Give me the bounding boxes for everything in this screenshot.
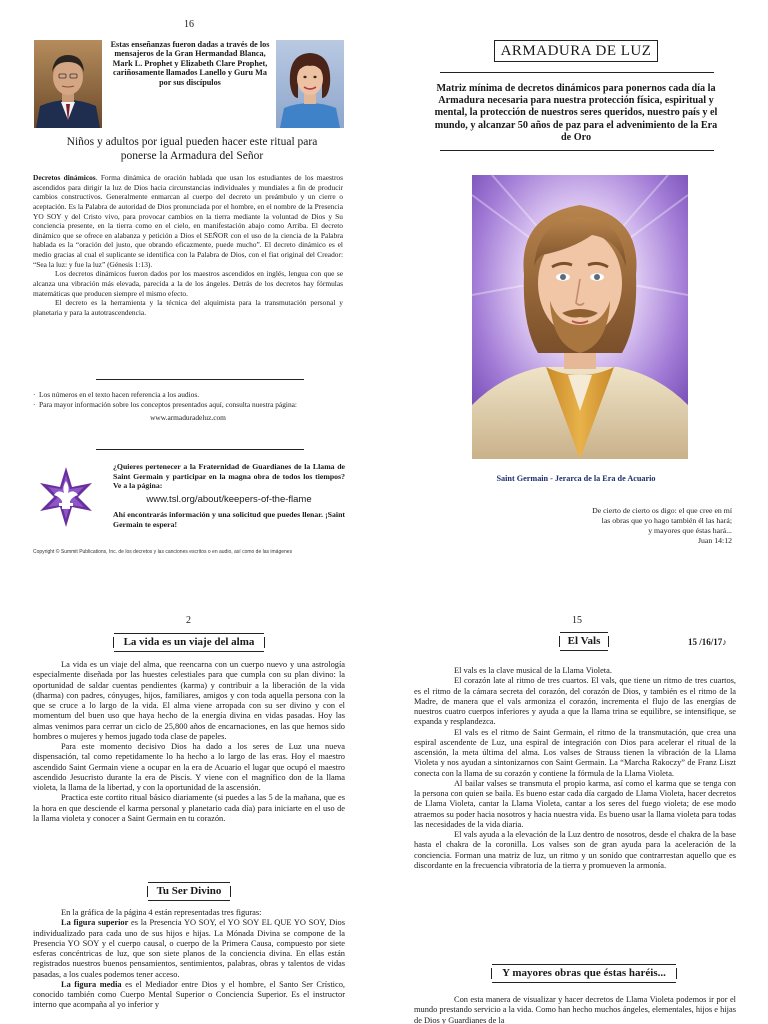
paragraph-2: El corazón late al ritmo de tres cuartos. El vals, que tiene un ritmo de tres cuartos, es el ritmo de la cámara secreta del corazón, del corazón de Dios, y también es el ritmo de la Madre, de manera que el vals armoniza el corazón, incrementa el flujo de las energías de nuestros cuatro cuerpos inferiores y ayuda a que la llama trina se equilibre, se intensifique, se expanda y resplandezca. [414,676,736,727]
heading-life-journey: La vida es un viaje del alma [114,633,264,652]
divider [440,72,714,73]
copyright: Copyright © Summit Publications, Inc. de los decretos y las canciones escritos o en audio, así como de las imágenes [33,549,293,555]
scripture-quote [534,506,732,547]
middle-figure-term: La figura media [61,979,122,989]
messengers-text: Estas enseñanzas fueron dadas a través de los mensajeros de la Gran Hermandad Blanca, Mark L. Prophet y Elizabeth Clare Prophet, cariñosamente llamados Lanello y Guru Ma por sus discípulos [110,40,270,87]
paragraph-4: Al bailar valses se transmuta el propio karma, así como el karma que se tenga con la persona con quien se baila. Es bueno estar cada día cargado de Llama Violeta, hacer decretos de Llama Violeta, cantar la Llama Violeta, cantar a los seres del fuego violeta; de ese modo atraemos su poder hacia nosotros y hacia nuestra vida. Es bueno usar la llama violeta para todas las necesidades de la vida diaria. [414,778,736,829]
page-2 [0,580,384,1024]
heading-greater-works: Y mayores obras que éstas haréis... [492,964,676,983]
mark-prophet-photo [34,40,102,128]
section-greater-works [414,995,736,1024]
quote-line-3: y mayores que éstas hará... [648,526,732,536]
paragraph-5: El vals ayuda a la elevación de la Luz dentro de nosotros, desde el chakra de la base hasta el chakra de la coronilla. Los valses son de gran ayuda para la aceleración de la conciencia. Forman una matriz de luz, un ritmo y un sonido que contrarrestan aquello que es discordante en la frecuencia vibratoria de la tierra y promueven la armonía. [414,830,736,870]
join-question: ¿Quieres pertenecer a la Fraternidad de Guardianes de la Llama de Saint Germain y participar en la magna obra de todos los tiempos? Ve a la página: [113,462,345,491]
paragraph-3: El vals es el ritmo de Saint Germain, el ritmo de la transmutación, que crea una espiral ascendente de Luz, una espiral de integración con Dios para acelerar el ritual de la ascensión, la meta última del alma. Los valses de Strauss tienen la vibración de la Llama Violeta y nos ayudan a sintonizarnos con Saint Germain. La “Marcha Rakoczy” de Franz Liszt conecta con la llama de su corazón y contiene la fórmula de la Llama Violeta. [414,727,736,778]
portrait-caption: Saint Germain - Jerarca de la Era de Acuario [496,474,656,483]
definition-text: . Forma dinámica de oración hablada que usan los estudiantes de los maestros ascendidos para dirigir la luz de Dios hacia circunstancias individuales y mundiales a fin de producir cambios constructivos. Generalmente enmarcan al cuerpo del decreto un preámbulo y un cierre o aceptación. Es la Palabra de autoridad de Dios pronunciada por el hombre, en el nombre de la Presencia YO SOY y del Cristo vivo, para provocar cambios en la tierra mediante la voluntad de Dios y Su conciencia presente, en la tierra como en el cielo, en manifestación abajo como Arriba. El decreto dinámico que se ofrece en alabanza y petición a Dios el SEÑOR con el uso de la ciencia de la Palabra hablada es la “oración del justo, que obrando eficazmente, puede mucho”. El decreto dinámico es el medio gracias al cual el suplicante se identifica con la Palabra de Dios, con el fiat original del Creador: “Sea la luz: y fue la luz” (Génesis 1:13). [33,173,343,269]
quote-line-2: las obras que yo hago también él las hará; [601,516,732,526]
note-2: · Para mayor información sobre los conceptos presentados aquí, consulta nuestra página: [33,400,343,410]
notes [33,390,343,423]
page-number: 15 [572,615,582,626]
paragraph-1: La vida es un viaje del alma, que reencarna con un cuerpo nuevo y una astrología especialmente diseñada por las huestes celestiales para que cumpla con su plan divino: la oportunidad de saldar cuentas pendientes (karma) y contribuir a la liberación de la vida (dharma) con padres, cónyuges, hijos, familiares, amigos y con toda aquella persona con la que se cruce a lo largo de la vida. El alma viene arropada con su ser divino y con el momentum del buen uso que haya hecho de la energía divina en vidas pasadas. Hoy las almas venimos para cerrar un ciclo de 25,800 años de encarnaciones, en las que hemos sido hombres o mujeres y hemos jugado toda clase de papeles. [33,660,345,741]
decrees-definition [33,173,343,317]
paragraph-3: Practica este cortito ritual básico diariamente (si puedes a las 5 de la mañana, que es la hora en que desciende el karma personal y planetario cada día) para iniciarte en el uso de la llama violeta y conocer a Saint Germain en tu corazón. [33,793,345,823]
definition-term: Decretos dinámicos [33,173,96,182]
paragraph-2: Los decretos dinámicos fueron dados por los maestros ascendidos en inglés, lengua con que se alcanza una vibración más elevada, parecida a la de los ángeles. Detrás de los decretos hay fórmulas matemáticas que producen siempre el mismo efecto. [33,269,343,298]
section-waltz [414,666,736,871]
page-15 [384,580,768,1024]
paragraph-6: es el Mediador entre Dios y el hombre, el Santo Ser Crístico, conocido también como Cuerpo Mental Superior o Conciencia Superior. Es el instructor interno que acompaña al yo inferior y [33,979,345,1010]
section-life-journey [33,660,345,824]
heading-waltz: El Vals [560,632,608,651]
page-16 [0,0,384,580]
join-keepers [113,462,345,530]
audio-reference: 15 /16/17♪ [688,637,727,647]
divider [440,150,714,151]
paragraph-5: es la Presencia YO SOY, el YO SOY EL QUE YO SOY, Dios individualizado para cada uno de sus hijos e hijas. La Mónada Divina se compone de la Presencia YO SOY y el cuerpo causal, o cuerpo de la Primera Causa, compuesto por siete esferas concéntricas de luz, que son siete planos de la conciencia divina. En ellas están registrados nuestros buenos pensamientos, sentimientos, palabras, obras y talentos de vidas pasadas, a los cuales podemos tener acceso. [33,918,345,979]
heading-divine-self: Tu Ser Divino [148,882,230,901]
divider [96,449,304,450]
section-divine-self [33,908,345,1011]
paragraph-6: Con esta manera de visualizar y hacer decretos de Llama Violeta podemos ir por el mundo prestando servicio a la vida. Como han hecho muchos ángeles, elementales, hijos e hijas de Dios y Guardianes de la [414,995,736,1024]
note-1: · Los números en el texto hacen referencia a los audios. [33,390,343,400]
saint-germain-portrait [472,175,688,459]
cover-subtitle: Matriz mínima de decretos dinámicos para ponernos cada día la Armadura necesaria para nuestra protección física, espiritual y mental, la protección de nuestros seres queridos, nuestro país y el mundo, y alcanzar 50 años de paz para el advenimiento de la Era de Oro [434,83,718,143]
paragraph-3: El decreto es la herramienta y la técnica del alquimista para la transmutación personal y planetaria y para la autotrascendencia. [33,298,343,317]
children-title: Niños y adultos por igual pueden hacer este ritual para ponerse la Armadura del Señor [66,136,318,162]
paragraph-1: El vals es la clave musical de la Llama Violeta. [454,666,612,675]
cover-title: ARMADURA DE LUZ [494,40,658,62]
website-link[interactable]: www.armaduradeluz.com [150,413,226,423]
divider [96,379,304,380]
quote-line-1: De cierto de cierto os digo: el que cree en mí [592,506,732,515]
page-number: 16 [184,19,194,30]
elizabeth-prophet-photo [276,40,344,128]
quote-reference: Juan 14:12 [697,536,732,546]
tsl-link[interactable]: www.tsl.org/about/keepers-of-the-flame [146,494,312,506]
paragraph-2: Para este momento decisivo Dios ha dado a los seres de Luz una nueva dispensación, tal como repetidamente lo ha hecho a lo largo de las eras. Hoy el maestro ascendido Saint Germain viene a ocupar en la era de Acuario el lugar que ocupó el maestro ascendido Jesucristo durante la era de Piscis. Y viene con el magnífico don de la llama violeta, la llama de la libertad, y con la oportunidad de la ascensión. [33,742,345,792]
page-number: 2 [186,615,191,626]
paragraph-4: En la gráfica de la página 4 están representadas tres figuras: [61,908,262,917]
cover-page [384,0,768,580]
keepers-of-the-flame-logo [34,465,98,529]
upper-figure-term: La figura superior [61,918,129,928]
join-followup: Ahí encontrarás información y una solicitud que puedes llenar. ¡Saint Germain te espera! [113,510,345,529]
